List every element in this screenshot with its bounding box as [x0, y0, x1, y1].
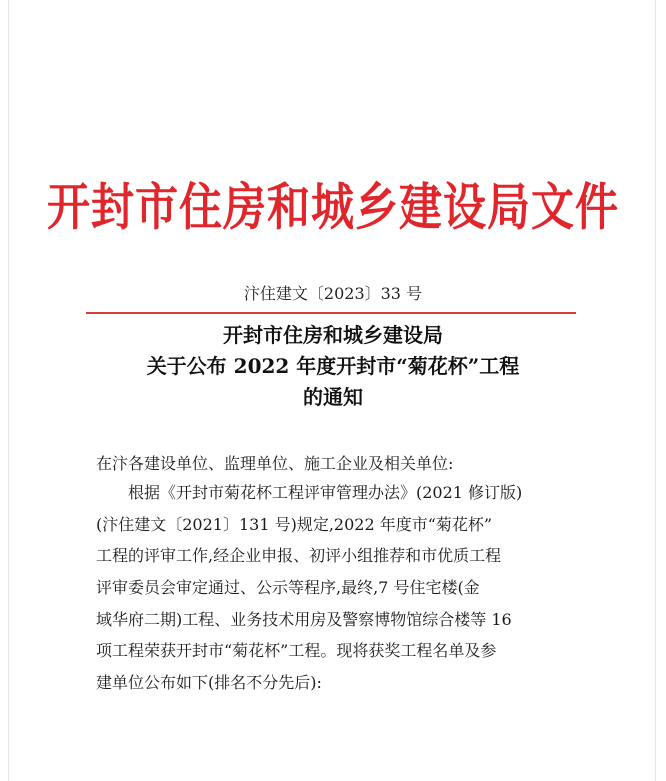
body-line: 评审委员会审定通过、公示等程序,最终,7 号住宅楼(金 [96, 578, 480, 597]
document-number: 汴住建文〔2023〕33 号 [243, 284, 423, 303]
notice-title [0, 320, 666, 413]
body-line: 项工程荣获开封市“菊花杯”工程。现将获奖工程名单及参 [96, 641, 497, 660]
body-line: 建单位公布如下(排名不分先后): [96, 673, 322, 692]
title-line-1: 开封市住房和城乡建设局 [223, 323, 443, 347]
title-line-2: 关于公布 2022 年度开封市“菊花杯”工程 [146, 354, 520, 378]
red-divider-line [86, 312, 576, 314]
salutation: 在汴各建设单位、监理单位、施工企业及相关单位: [96, 454, 454, 473]
title-line-3: 的通知 [303, 385, 363, 409]
body-line: (汴住建文〔2021〕131 号)规定,2022 年度市“菊花杯” [96, 515, 493, 534]
body-line: 根据《开封市菊花杯工程评审管理办法》(2021 修订版) [128, 483, 523, 502]
body-line: 工程的评审工作,经企业申报、初评小组推荐和市优质工程 [96, 546, 502, 565]
body-line: 域华府二期)工程、业务技术用房及警察博物馆综合楼等 16 [96, 610, 512, 629]
organization-header: 开封市住房和城乡建设局文件 [47, 178, 619, 238]
